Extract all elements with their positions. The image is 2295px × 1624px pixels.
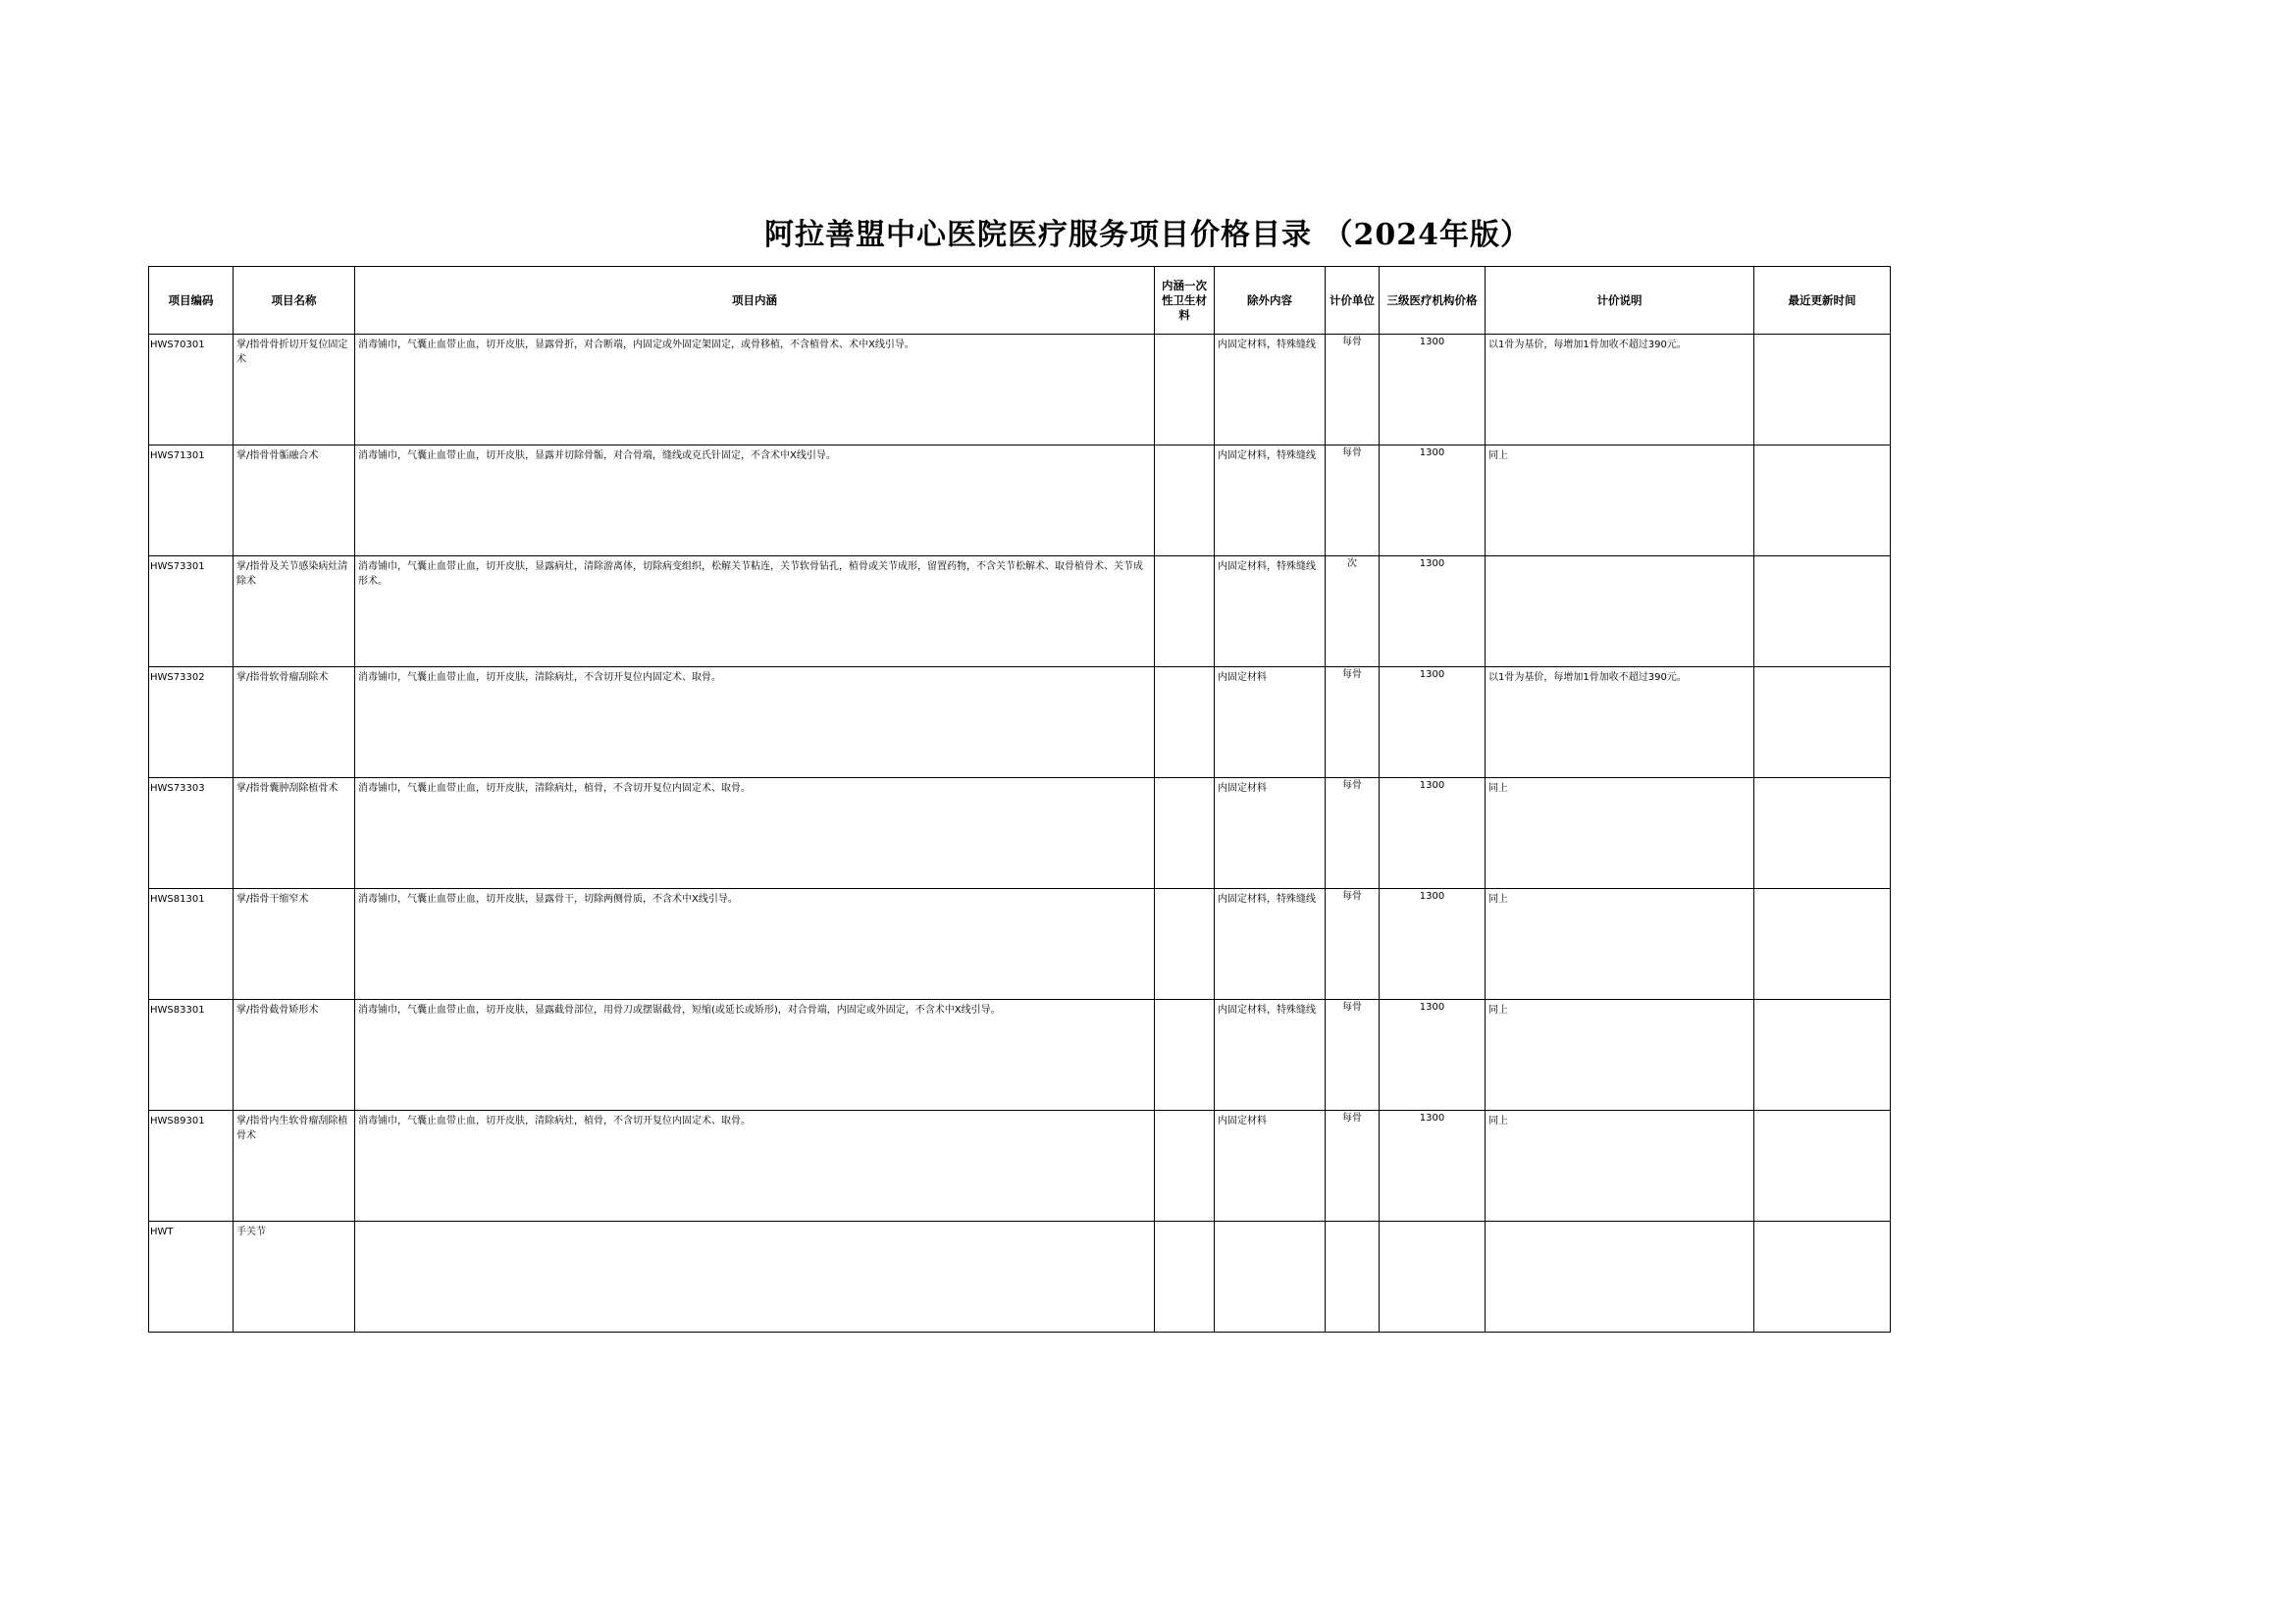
cell-excluded: 内固定材料 (1218, 1116, 1267, 1126)
cell-material (1155, 778, 1214, 781)
cell-price: 1300 (1419, 1002, 1445, 1013)
cell-material (1155, 1111, 1214, 1114)
cell-unit: 每骨 (1342, 337, 1362, 347)
cell-note (1486, 556, 1753, 559)
header-material: 内涵一次性卫生材料 (1155, 267, 1215, 335)
table-row (149, 1000, 1891, 1111)
cell-code: HWS73302 (150, 672, 205, 683)
cell-content: 消毒铺巾，气囊止血带止血，切开皮肤，清除病灶，植骨，不含切开复位内固定术、取骨。 (358, 783, 751, 794)
cell-note (1486, 1222, 1753, 1225)
cell-code: HWS73303 (150, 783, 205, 794)
cell-code: HWT (150, 1227, 174, 1237)
cell-note: 以1骨为基价，每增加1骨加收不超过390元。 (1488, 340, 1687, 350)
header-price: 三级医疗机构价格 (1380, 267, 1486, 335)
table-row (149, 1111, 1891, 1222)
header-name: 项目名称 (234, 267, 355, 335)
cell-excluded: 内固定材料，特殊缝线 (1218, 1005, 1316, 1016)
cell-updated (1754, 667, 1890, 670)
cell-excluded (1215, 1222, 1325, 1225)
cell-code: HWS73301 (150, 561, 205, 572)
cell-excluded: 内固定材料，特殊缝线 (1218, 561, 1316, 572)
cell-updated (1754, 445, 1890, 448)
cell-name: 掌/指骨软骨瘤刮除术 (236, 672, 329, 683)
table-row (149, 889, 1891, 1000)
cell-note: 以1骨为基价，每增加1骨加收不超过390元。 (1488, 672, 1687, 683)
table-header-row (149, 267, 1891, 335)
table-row (149, 556, 1891, 667)
cell-excluded: 内固定材料，特殊缝线 (1218, 894, 1316, 905)
cell-content (355, 1222, 1154, 1225)
cell-material (1155, 889, 1214, 892)
cell-price: 1300 (1419, 669, 1445, 680)
header-updated: 最近更新时间 (1754, 267, 1891, 335)
cell-name: 手关节 (236, 1227, 266, 1237)
cell-name: 掌/指骨骨骺融合术 (236, 450, 319, 461)
table-row (149, 667, 1891, 778)
cell-name: 掌/指骨囊肿刮除植骨术 (236, 783, 339, 794)
cell-name: 掌/指骨及关节感染病灶清除术 (236, 561, 348, 587)
cell-name: 掌/指骨截骨矫形术 (236, 1005, 319, 1016)
table-row (149, 1222, 1891, 1333)
cell-price: 1300 (1419, 447, 1445, 458)
cell-updated (1754, 335, 1890, 338)
cell-excluded: 内固定材料，特殊缝线 (1218, 340, 1316, 350)
cell-excluded: 内固定材料 (1218, 672, 1267, 683)
cell-content: 消毒铺巾，气囊止血带止血，切开皮肤，显露骨折，对合断端，内固定或外固定架固定，或骨移植，不含植骨术、术中X线引导。 (358, 340, 914, 350)
cell-note: 同上 (1488, 1116, 1508, 1126)
cell-unit: 每骨 (1342, 1113, 1362, 1124)
cell-material (1155, 1222, 1214, 1225)
page-title: 阿拉善盟中心医院医疗服务项目价格目录 （2024年版） (764, 218, 1531, 252)
cell-updated (1754, 889, 1890, 892)
cell-material (1155, 556, 1214, 559)
header-content: 项目内涵 (355, 267, 1155, 335)
cell-content: 消毒铺巾，气囊止血带止血，切开皮肤，显露骨干，切除两侧骨质，不含术中X线引导。 (358, 894, 738, 905)
cell-code: HWS70301 (150, 340, 205, 350)
cell-note: 同上 (1488, 450, 1508, 461)
cell-note: 同上 (1488, 894, 1508, 905)
cell-code: HWS71301 (150, 450, 205, 461)
cell-note: 同上 (1488, 1005, 1508, 1016)
cell-unit: 次 (1347, 558, 1357, 569)
cell-updated (1754, 1000, 1890, 1003)
cell-content: 消毒铺巾，气囊止血带止血，切开皮肤，显露截骨部位，用骨刀或摆锯截骨，短缩(或延长或矫形)，对合骨端，内固定或外固定，不含术中X线引导。 (358, 1005, 1001, 1016)
cell-unit: 每骨 (1342, 669, 1362, 680)
price-table (148, 266, 1891, 1333)
cell-code: HWS81301 (150, 894, 205, 905)
header-unit: 计价单位 (1326, 267, 1380, 335)
cell-updated (1754, 778, 1890, 781)
cell-updated (1754, 1111, 1890, 1114)
cell-excluded: 内固定材料，特殊缝线 (1218, 450, 1316, 461)
cell-note: 同上 (1488, 783, 1508, 794)
cell-content: 消毒铺巾，气囊止血带止血，切开皮肤，清除病灶，植骨，不含切开复位内固定术、取骨。 (358, 1116, 751, 1126)
cell-content: 消毒铺巾，气囊止血带止血，切开皮肤，显露并切除骨骺，对合骨端，缝线或克氏针固定，不含术中X线引导。 (358, 450, 836, 461)
table-row (149, 335, 1891, 445)
cell-price: 1300 (1419, 558, 1445, 569)
cell-code: HWS89301 (150, 1116, 205, 1126)
cell-material (1155, 335, 1214, 338)
cell-unit: 每骨 (1342, 447, 1362, 458)
cell-name: 掌/指骨干缩窄术 (236, 894, 309, 905)
cell-material (1155, 1000, 1214, 1003)
cell-name: 掌/指骨内生软骨瘤刮除植骨术 (236, 1116, 348, 1141)
cell-updated (1754, 556, 1890, 559)
cell-unit: 每骨 (1342, 1002, 1362, 1013)
header-code: 项目编码 (149, 267, 234, 335)
cell-price: 1300 (1419, 780, 1445, 791)
cell-price: 1300 (1419, 337, 1445, 347)
cell-content: 消毒铺巾，气囊止血带止血，切开皮肤，显露病灶，清除游离体，切除病变组织，松解关节粘连，关节软骨钻孔，植骨或关节成形，留置药物，不含关节松解术、取骨植骨术、关节成形术。 (358, 561, 1143, 587)
cell-price: 1300 (1419, 1113, 1445, 1124)
cell-content: 消毒铺巾，气囊止血带止血，切开皮肤，清除病灶，不含切开复位内固定术、取骨。 (358, 672, 721, 683)
table-row (149, 778, 1891, 889)
cell-price: 1300 (1419, 891, 1445, 902)
cell-updated (1754, 1222, 1890, 1225)
cell-unit: 每骨 (1342, 891, 1362, 902)
cell-unit: 每骨 (1342, 780, 1362, 791)
cell-material (1155, 445, 1214, 448)
header-excluded: 除外内容 (1215, 267, 1326, 335)
header-note: 计价说明 (1486, 267, 1754, 335)
cell-excluded: 内固定材料 (1218, 783, 1267, 794)
cell-name: 掌/指骨骨折切开复位固定术 (236, 340, 348, 365)
cell-material (1155, 667, 1214, 670)
cell-code: HWS83301 (150, 1005, 205, 1016)
table-row (149, 445, 1891, 556)
